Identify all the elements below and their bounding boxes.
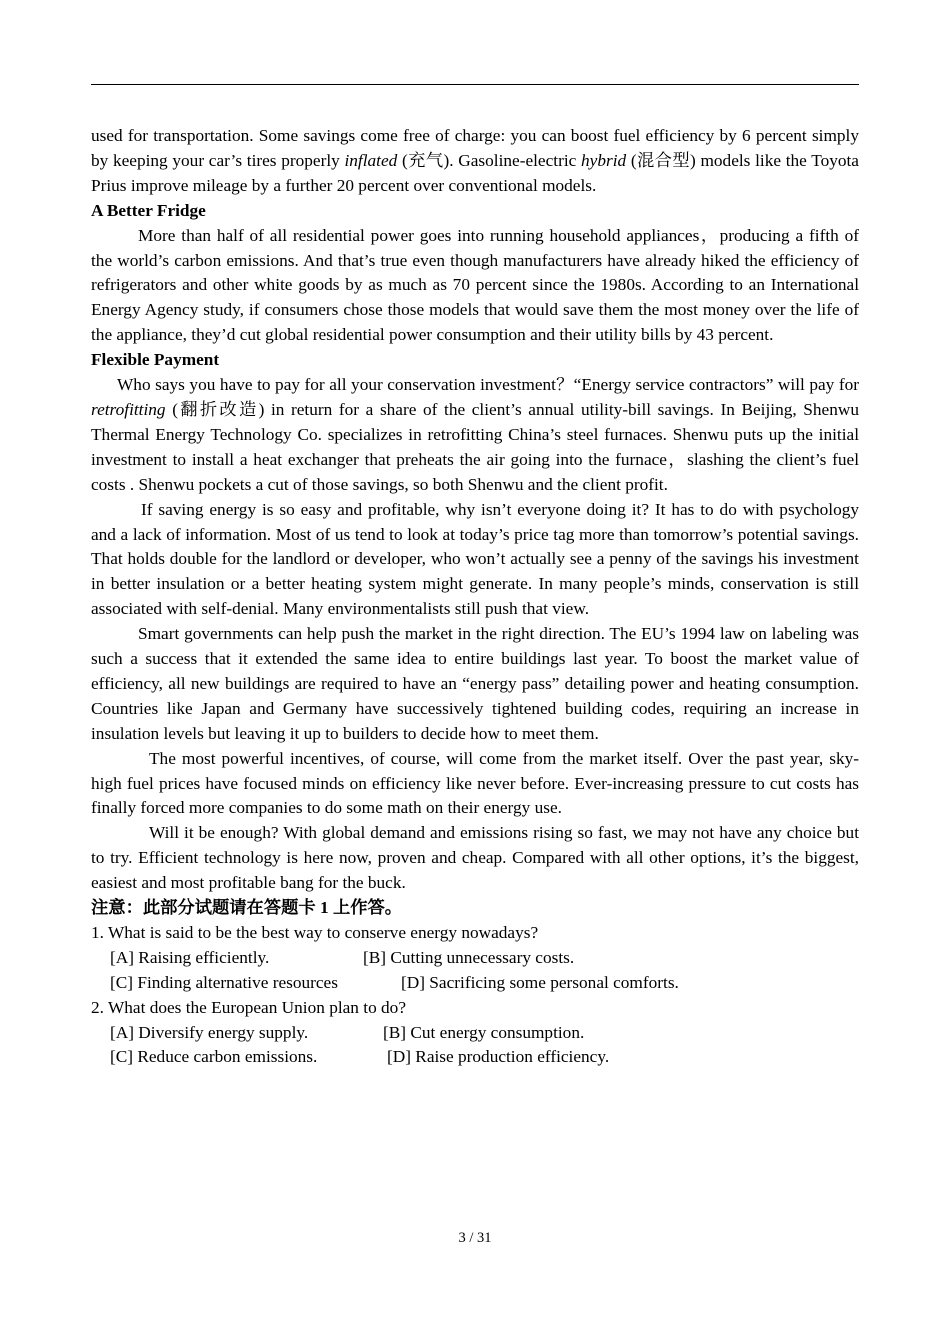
paragraph-psychology: If saving energy is so easy and profitable, why isn’t everyone doing it? It has to do with psychology and a lack of information. Most of us tend to look at today’s price tag more than tomorrow’s potential savings. That holds double for the landlord or developer, who won’t actually see a penny of the savings his investment in better insulation or a better heating system might generate. In many people’s minds, conservation is still associated with self-denial. Many environmentalists still push that view. bbox=[91, 499, 859, 619]
option-row bbox=[91, 946, 859, 971]
option-b: [B] Cut energy consumption. bbox=[383, 1022, 585, 1042]
paragraph-governments: Smart governments can help push the market in the right direction. The EU’s 1994 law on labeling was such a success that it extended the same idea to entire buildings last year. To boost the market value of efficiency, all new buildings are required to have an “energy pass” detailing power and heating consumption. Countries like Japan and Germany have successively tightened building codes, requiring an increase in insulation levels but leaving it up to builders to decide how to meet them. bbox=[91, 624, 859, 743]
paragraph-better-fridge: More than half of all residential power goes into running household appliances，producing a fifth of the world’s carbon emissions. And that’s true even though manufacturers have already hiked the efficiency of refrigerators and other white goods by as much as 70 percent since the 1980s. According to an International Energy Agency study, if consumers chose those models that would save them the most money over the life of the appliance, they’d cut global residential power consumption and their utility bills by 43 percent. bbox=[91, 225, 859, 345]
answer-sheet-note: 注意：此部分试题请在答题卡 1 上作答。 bbox=[91, 898, 403, 918]
option-d: [D] Raise production efficiency. bbox=[387, 1047, 610, 1067]
question-2 bbox=[91, 996, 859, 1071]
option-c: [C] Reduce carbon emissions. bbox=[110, 1047, 318, 1067]
document-body bbox=[91, 124, 859, 1070]
paragraph-incentives: The most powerful incentives, of course, will come from the market itself. Over the past year, sky-high fuel prices have focused minds on efficiency like never before. Ever-increasing pressure to cut costs has finally forced more companies to do some math on their energy use. bbox=[91, 748, 859, 818]
question-stem: 1. What is said to be the best way to conserve energy nowadays? bbox=[91, 923, 539, 942]
question-1 bbox=[91, 921, 859, 996]
paragraph-text: used for transportation. Some savings come free of charge: you can boost fuel efficiency by 6 percent simply by keeping your car’s tires properly bbox=[91, 126, 859, 170]
paragraph-continuation bbox=[91, 124, 859, 199]
option-row bbox=[91, 1045, 859, 1070]
term-inflated: inflated bbox=[344, 150, 398, 170]
question-stem: 2. What does the European Union plan to do? bbox=[91, 997, 406, 1017]
term-retrofitting: retrofitting bbox=[91, 399, 166, 419]
paragraph-flexible-payment bbox=[91, 373, 859, 498]
term-hybrid: hybrid bbox=[581, 150, 627, 170]
paragraph-text: Who says you have to pay for all your conservation investment？“Energy service contractors” will pay for bbox=[117, 375, 859, 395]
option-a: [A] Diversify energy supply. bbox=[110, 1022, 309, 1042]
page-number: 3 / 31 bbox=[458, 1230, 492, 1246]
paragraph-conclusion: Will it be enough? With global demand and emissions rising so fast, we may not have any choice but to try. Efficient technology is here now, proven and cheap. Compared with all other options, it’s the biggest, easiest and most profitable bang for the buck. bbox=[91, 823, 859, 893]
option-row bbox=[91, 1021, 859, 1046]
paragraph-text: (混合型) models like the Toyota Prius improve mileage by a further 20 percent over conventional models. bbox=[91, 150, 859, 195]
header-rule bbox=[91, 84, 859, 85]
option-c: [C] Finding alternative resources bbox=[110, 972, 338, 992]
paragraph-text: (充气). Gasoline-electric bbox=[397, 150, 582, 170]
option-a: [A] Raising efficiently. bbox=[110, 947, 270, 967]
section-heading-flexible-payment: Flexible Payment bbox=[91, 350, 220, 370]
paragraph-text: (翻折改造) in return for a share of the client’s annual utility-bill savings. In Beijing, Shenwu Thermal Energy Technology Co. specializes in retrofitting China’s steel furnaces. Shenwu puts up the initial investment to install a heat exchanger that preheats the air going into the furnace，slashing the client’s fuel costs . Shenwu pockets a cut of those savings, so both Shenwu and the client profit. bbox=[91, 399, 859, 494]
option-b: [B] Cutting unnecessary costs. bbox=[363, 947, 575, 967]
option-row bbox=[91, 971, 859, 996]
option-d: [D] Sacrificing some personal comforts. bbox=[401, 972, 679, 992]
section-heading-better-fridge: A Better Fridge bbox=[91, 200, 206, 220]
